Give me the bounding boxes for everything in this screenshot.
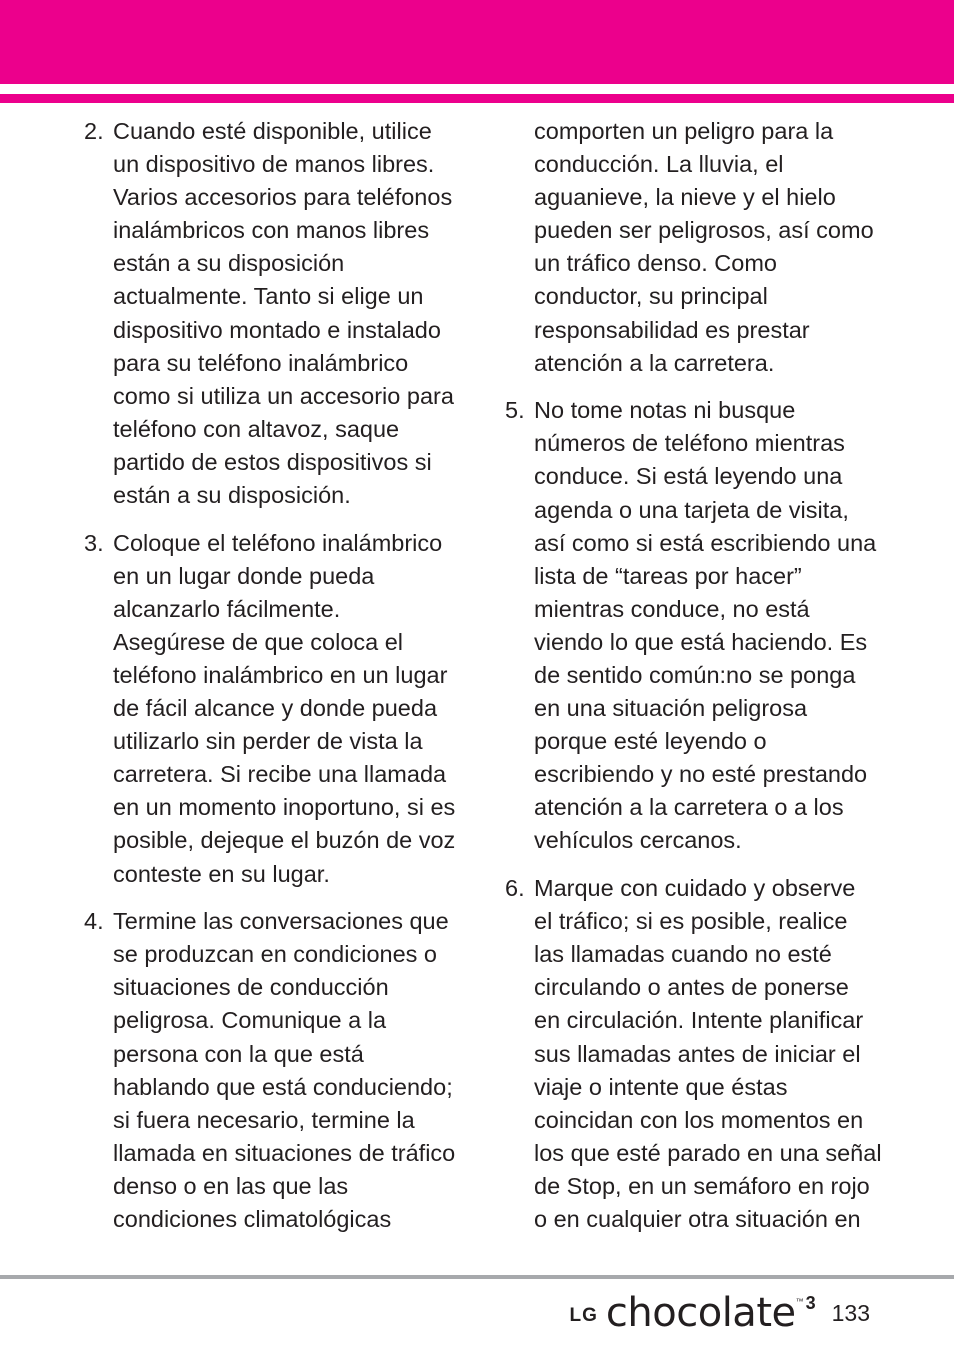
- text-line: mientras conduce, no está: [534, 595, 810, 622]
- text-line: lista de “tareas por hacer”: [534, 562, 802, 589]
- text-line: coincidan con los momentos en: [534, 1106, 864, 1133]
- text-line: conteste en su lugar.: [113, 860, 330, 887]
- text-line: utilizarlo sin perder de vista la: [113, 728, 423, 755]
- page-number: 133: [831, 1300, 870, 1326]
- item-text: [534, 394, 885, 857]
- text-line: partido de estos dispositivos si: [113, 448, 432, 475]
- list-item: [84, 527, 464, 891]
- text-line: así como si está escribiendo una: [534, 529, 877, 556]
- text-line: hablando que está conduciendo;: [113, 1073, 453, 1100]
- text-line: peligrosa. Comunique a la: [113, 1007, 387, 1034]
- list-item: [84, 115, 464, 512]
- brand-tm: ™: [795, 1297, 804, 1306]
- text-line: Marque con cuidado y observe: [534, 875, 856, 902]
- text-line: condiciones climatológicas: [113, 1206, 392, 1232]
- text-line: de sentido común:no se ponga: [534, 662, 856, 688]
- text-line: llamada en situaciones de tráfico: [113, 1139, 456, 1166]
- text-line: responsabilidad es prestar: [534, 316, 810, 343]
- item-text: [113, 115, 464, 512]
- text-line: en un lugar donde pueda: [113, 562, 375, 589]
- text-line: se produzcan en condiciones o: [113, 941, 437, 968]
- text-line: viendo lo que está haciendo. Es: [534, 628, 868, 655]
- item-text: [113, 527, 464, 891]
- text-line: las llamadas cuando no esté: [534, 941, 832, 968]
- text-line: en un momento inoportuno, si es: [113, 794, 456, 821]
- text-line: teléfono con altavoz, saque: [113, 415, 400, 442]
- text-line: alcanzarlo fácilmente.: [113, 595, 341, 622]
- footer-rule: [0, 1275, 954, 1279]
- text-line: de fácil alcance y donde pueda: [113, 695, 438, 722]
- text-line: Termine las conversaciones que: [113, 908, 449, 935]
- brand-word: chocolate: [605, 1290, 796, 1336]
- footer: [569, 1283, 870, 1336]
- text-line: teléfono inalámbrico en un lugar: [113, 662, 448, 688]
- header-stripe: [0, 94, 954, 103]
- text-line: Asegúrese de que coloca el: [113, 628, 404, 655]
- item-gap: [84, 512, 464, 527]
- item-number: 4.: [84, 908, 104, 935]
- text-line: porque esté leyendo o: [534, 728, 767, 755]
- brand-sup: 3: [805, 1293, 816, 1313]
- text-line: situaciones de conducción: [113, 974, 389, 1001]
- text-line: conducción. La lluvia, el: [534, 151, 784, 178]
- text-line: carretera. Si recibe una llamada: [113, 761, 447, 788]
- item-number: 6.: [505, 875, 525, 902]
- item-number: 2.: [84, 118, 104, 144]
- left-column: [84, 115, 464, 1236]
- text-line: en una situación peligrosa: [534, 695, 808, 722]
- text-line: comporten un peligro para la: [534, 118, 834, 144]
- text-line: posible, dejeque el buzón de voz: [113, 827, 456, 854]
- text-line: denso o en las que las: [113, 1172, 349, 1199]
- text-line: o en cualquier otra situación en: [534, 1206, 861, 1232]
- text-line: conductor, su principal: [534, 283, 768, 310]
- text-line: atención a la carretera o a los: [534, 794, 844, 821]
- brand-lg: LG: [569, 1305, 598, 1326]
- text-line: No tome notas ni busque: [534, 397, 796, 424]
- text-line: persona con la que está: [113, 1040, 364, 1067]
- text-line: de Stop, en un semáforo en rojo: [534, 1172, 870, 1199]
- text-line: para su teléfono inalámbrico: [113, 349, 409, 376]
- list-item: [505, 394, 885, 857]
- item-gap: [505, 380, 885, 395]
- text-line: Coloque el teléfono inalámbrico: [113, 529, 443, 556]
- item-number: 5.: [505, 397, 525, 424]
- text-line: aguanieve, la nieve y el hielo: [534, 184, 836, 211]
- text-line: circulando o antes de ponerse: [534, 974, 849, 1001]
- item-gap: [84, 891, 464, 906]
- text-line: sus llamadas antes de iniciar el: [534, 1040, 861, 1067]
- text-line: están a su disposición.: [113, 482, 351, 509]
- text-line: el tráfico; si es posible, realice: [534, 908, 848, 935]
- text-line: viaje o intente que éstas: [534, 1073, 788, 1100]
- right-column: [505, 115, 885, 1236]
- text-line: escribiendo y no esté prestando: [534, 761, 868, 788]
- item-gap: [505, 858, 885, 873]
- item-text: [534, 872, 885, 1236]
- text-line: vehículos cercanos.: [534, 827, 742, 854]
- text-line: dispositivo montado e instalado: [113, 316, 441, 343]
- text-line: si fuera necesario, termine la: [113, 1106, 415, 1133]
- text-line: en circulación. Intente planificar: [534, 1007, 864, 1034]
- list-item: [84, 905, 464, 1236]
- text-line: Varios accesorios para teléfonos: [113, 184, 453, 211]
- text-line: están a su disposición: [113, 250, 345, 277]
- item-text: [113, 905, 464, 1236]
- continued-text: [505, 115, 885, 380]
- text-line: actualmente. Tanto si elige un: [113, 283, 424, 310]
- list-item: [505, 872, 885, 1236]
- text-line: como si utiliza un accesorio para: [113, 382, 454, 409]
- text-line: agenda o una tarjeta de visita,: [534, 496, 849, 523]
- text-line: conduce. Si está leyendo una: [534, 463, 843, 490]
- text-line: atención a la carretera.: [534, 349, 775, 376]
- text-line: pueden ser peligrosos, así como: [534, 217, 874, 244]
- text-line: Cuando esté disponible, utilice: [113, 118, 432, 144]
- text-line: los que esté parado en una señal: [534, 1139, 882, 1166]
- header-bar: [0, 0, 954, 84]
- text-line: un tráfico denso. Como: [534, 250, 777, 277]
- brand-logo: [569, 1290, 816, 1336]
- item-number: 3.: [84, 529, 104, 556]
- text-line: un dispositivo de manos libres.: [113, 151, 435, 178]
- text-line: inalámbricos con manos libres: [113, 217, 430, 244]
- text-line: números de teléfono mientras: [534, 430, 845, 457]
